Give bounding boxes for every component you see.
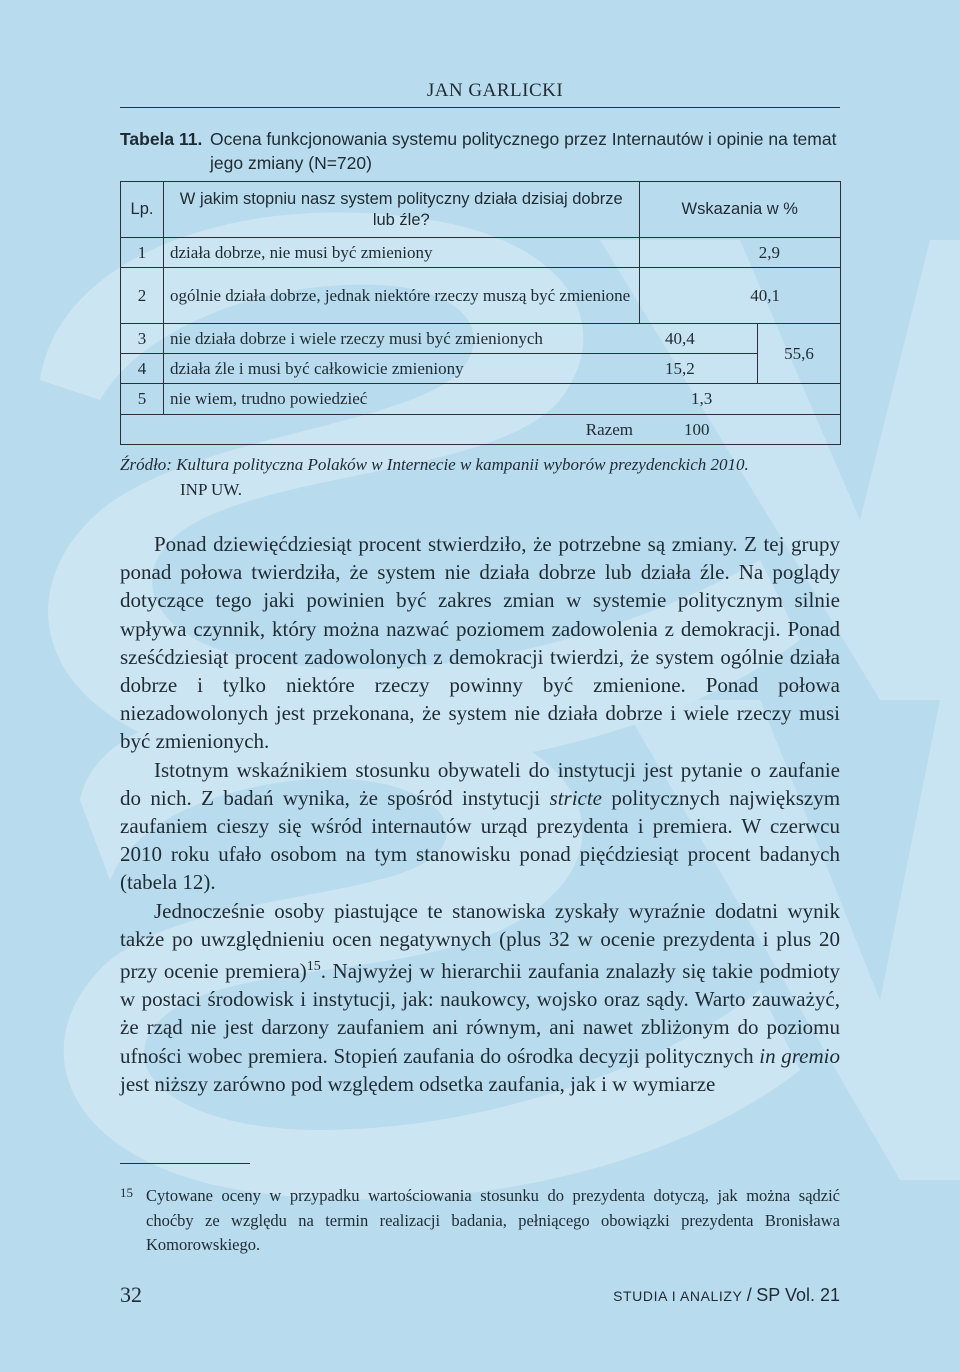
series-slash: /	[746, 1285, 752, 1305]
paragraph	[120, 897, 840, 1098]
paragraph-emphasis: stricte	[549, 785, 603, 810]
table-caption	[120, 127, 842, 175]
row-lp: 5	[121, 384, 164, 415]
paragraph	[120, 530, 840, 756]
source-institution: INP UW.	[180, 480, 243, 499]
series-volume: SP Vol. 21	[756, 1285, 840, 1305]
header-rule	[120, 107, 840, 108]
page-number: 32	[120, 1282, 142, 1307]
header-question: W jakim stopniu nasz system polityczny działa dzisiaj dobrze lub źle?	[164, 182, 640, 238]
row-text: ogólnie działa dobrze, jednak niektóre rzeczy muszą być zmienione	[164, 268, 640, 324]
row-lp: 2	[121, 268, 164, 324]
row-text: działa źle i musi być całkowicie zmieniony	[164, 354, 640, 384]
source-text: Źródło: Kultura polityczna Polaków w Internecie w kampanii wyborów prezydenckich 2010.	[120, 455, 749, 474]
header-value: Wskazania w %	[639, 182, 841, 238]
footnote-text: Cytowane oceny w przypadku wartościowania stosunku do prezydenta dotyczą, jak można sądzić choćby ze względu na termin realizacji badania, pełniącego obowiązki prezydenta Bronisława Komorowskiego.	[146, 1186, 840, 1254]
paragraph-text: jest niższy zarówno pod względem odsetka zaufania, jak i w wymiarze	[120, 1071, 716, 1096]
paragraph-text: . Najwyżej w hierarchii zaufania znalazły się takie podmioty w postaci środowisk i instytucji, jak: naukowcy, wojsko oraz sądy. Warto zauważyć, że rząd nie jest darzony zaufaniem ani równym, ani nawet zbliżonym do poziomu ufności wobec premiera. Stopień zaufania do ośrodka decyzji politycznych	[120, 959, 840, 1068]
running-head: JAN GARLICKI	[426, 80, 564, 101]
paragraph-text: politycznych największym zaufaniem cieszy się wśród internautów urząd prezydenta i premiera. W czerwcu 2010 roku ufało osobom na tym stanowisku ponad pięćdziesiąt procent badanych (tabela 12).	[120, 785, 841, 895]
table-row	[121, 324, 841, 354]
total-value: 100	[639, 415, 841, 445]
row-text: nie wiem, trudno powiedzieć	[164, 384, 640, 415]
table-row	[121, 268, 841, 324]
row-value: 40,1	[639, 268, 841, 324]
paragraph	[120, 756, 840, 897]
series-name: STUDIA I ANALIZY	[613, 1288, 743, 1304]
table-source	[120, 452, 842, 502]
footnote-rule	[120, 1163, 250, 1164]
table-row	[121, 238, 841, 268]
footnote	[120, 1184, 840, 1258]
row-lp: 4	[121, 354, 164, 384]
row-text: działa dobrze, nie musi być zmieniony	[164, 238, 640, 268]
paragraph-emphasis: in gremio	[759, 1043, 841, 1068]
footnote-ref[interactable]: 15	[306, 959, 321, 975]
total-label: Razem	[121, 415, 640, 445]
row-lp: 1	[121, 238, 164, 268]
results-table	[120, 181, 841, 445]
footnote-number: 15	[120, 1185, 133, 1200]
table-title: Ocena funkcjonowania systemu politycznego przez Internautów i opinie na temat jego zmiany (N=720)	[210, 129, 837, 173]
row-value: 1,3	[639, 384, 841, 415]
table-row	[121, 354, 841, 384]
row-value: 2,9	[639, 238, 841, 268]
table-header-row	[121, 182, 841, 238]
row-value: 40,4	[639, 324, 758, 354]
row-lp: 3	[121, 324, 164, 354]
header-lp: Lp.	[121, 182, 164, 238]
paragraph-text: Istotnym wskaźnikiem stosunku obywateli do instytucji jest pytanie o zaufanie do nich. Z badań wynika, że spośród instytucji	[120, 757, 840, 810]
paragraph-text: Ponad dziewięćdziesiąt procent stwierdziło, że potrzebne są zmiany. Z tej grupy ponad połowa twierdziła, że system nie działa dobrze lub działa źle. Na poglądy dotyczące tego jaki powinien być zakres zmian w systemie politycznym silnie wpływa czynnik, który można nazwać poziomem zadowolenia z demokracji. Ponad sześćdziesiąt procent zadowolonych z demokracji twierdzi, że system ogólnie działa dobrze i tylko niektóre rzeczy powinny być zmienione. Ponad połowa niezadowolonych jest przekonana, że system nie działa dobrze i wiele rzeczy musi być zmienionych.	[120, 532, 840, 754]
row-value: 15,2	[639, 354, 758, 384]
group-total: 55,6	[758, 324, 841, 384]
paragraph-text: Jednocześnie osoby piastujące te stanowiska zyskały wyraźnie dodatni wynik także po uwzględnieniu ocen negatywnych (plus 32 w ocenie prezydenta i plus 20 przy ocenie premiera)	[120, 898, 840, 984]
row-text: nie działa dobrze i wiele rzeczy musi być zmienionych	[164, 324, 640, 354]
series-label	[613, 1285, 840, 1306]
table-row	[121, 384, 841, 415]
body-text	[120, 530, 840, 1098]
table-number: Tabela 11.	[120, 129, 203, 149]
table-total-row	[121, 415, 841, 445]
